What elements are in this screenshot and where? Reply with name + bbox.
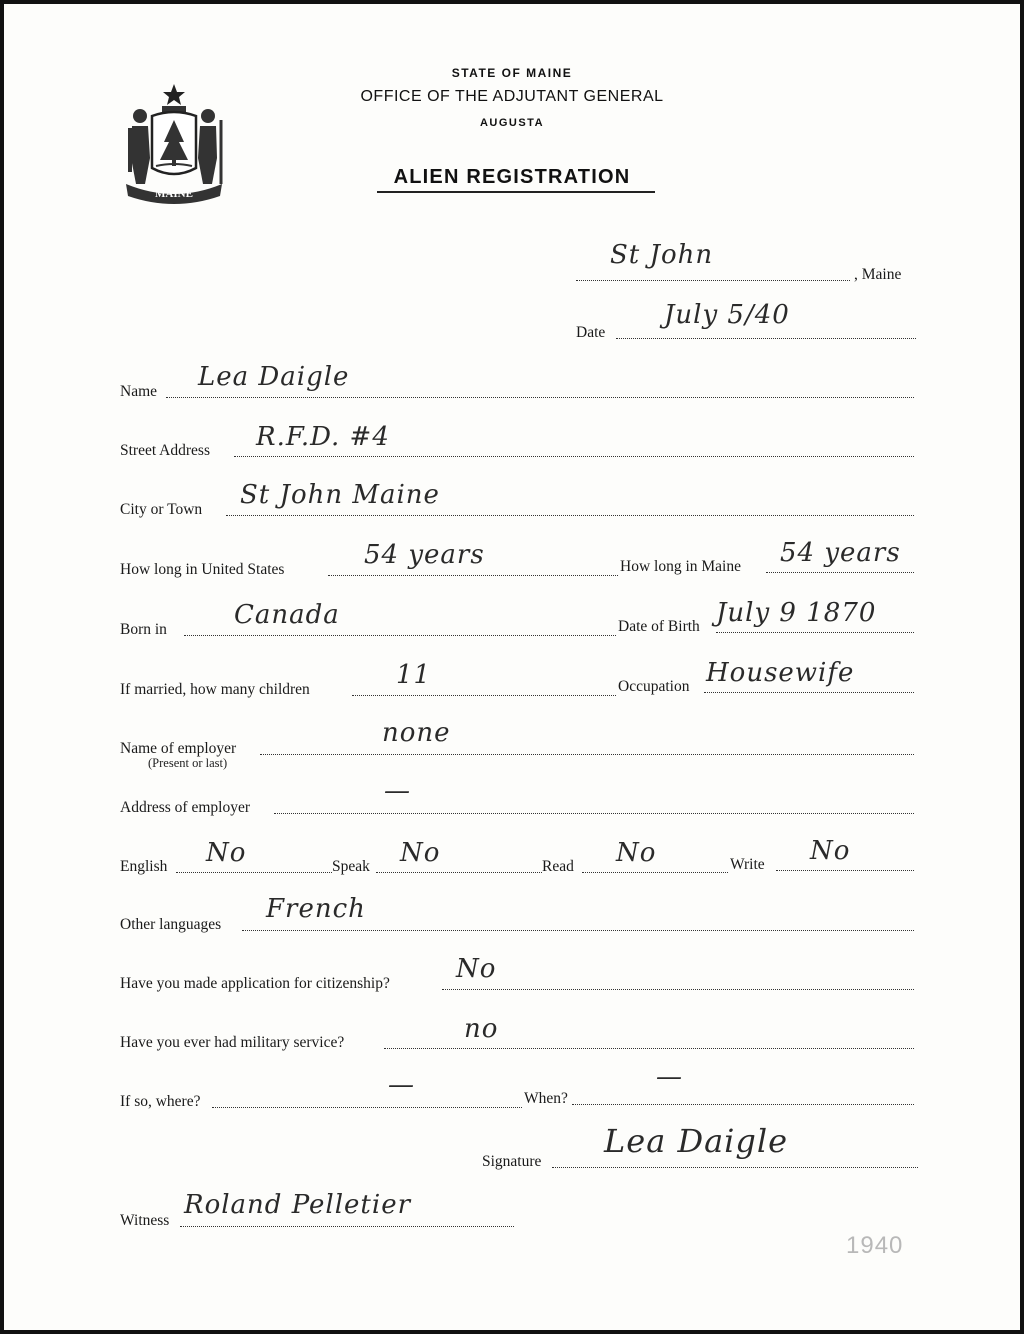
dob-value: July 9 1870 [716,598,877,628]
read-line [582,872,728,873]
military-label: Have you ever had military service? [120,1034,345,1051]
children-line [352,695,616,696]
occupation-line [704,692,914,693]
read-value: No [616,838,657,868]
maine-label: , Maine [854,266,902,283]
citizenship-line [442,989,914,990]
occupation-label: Occupation [618,678,690,695]
maine-long-value: 54 years [780,538,901,568]
born-value: Canada [234,600,340,630]
other-lang-label: Other languages [120,916,222,933]
name-label: Name [120,383,158,400]
city-label: City or Town [120,501,203,518]
english-label: English [120,858,168,875]
date-stamp: 1940 [846,1232,904,1259]
witness-value: Roland Pelletier [184,1190,412,1220]
other-lang-line [242,930,914,931]
children-label: If married, how many children [120,681,310,698]
other-lang-value: French [266,894,366,924]
speak-label: Speak [332,858,370,875]
dob-line [716,632,914,633]
street-value: R.F.D. #4 [256,422,390,452]
employer-value: none [382,718,451,748]
when-value: — [656,1062,683,1092]
write-line [776,870,914,871]
born-label: Born in [120,621,167,638]
signature-label: Signature [482,1153,542,1170]
emp-address-label: Address of employer [120,799,250,816]
born-line [184,635,616,636]
citizenship-label: Have you made application for citizenship? [120,975,390,992]
when-label: When? [524,1090,568,1107]
us-label: How long in United States [120,561,285,578]
date-line [616,338,916,339]
emp-address-line [274,813,914,814]
town-line [576,280,850,281]
maine-long-line [766,572,914,573]
maine-long-label: How long in Maine [620,558,741,575]
occupation-value: Housewife [706,658,855,688]
witness-label: Witness [120,1212,170,1229]
employer-note: (Present or last) [148,756,228,770]
form-title: ALIEN REGISTRATION [393,166,631,188]
read-label: Read [542,858,574,875]
us-value: 54 years [364,540,485,570]
employer-line [260,754,914,755]
speak-line [376,872,542,873]
seal-banner-text: MAINE [155,188,193,200]
street-line [234,456,914,457]
speak-value: No [400,838,441,868]
military-value: no [464,1014,499,1044]
english-line [176,872,332,873]
title-underline [377,191,655,193]
name-value: Lea Daigle [198,362,350,392]
write-value: No [810,836,851,866]
write-label: Write [730,856,765,873]
where-value: — [388,1070,415,1100]
state-heading: STATE OF MAINE [451,66,573,80]
registration-form [4,4,1020,1330]
signature-value: Lea Daigle [604,1122,789,1160]
military-line [384,1048,914,1049]
where-label: If so, where? [120,1093,201,1110]
date-value: July 5/40 [664,300,790,330]
children-value: 11 [396,660,432,690]
city-heading: AUGUSTA [479,117,545,129]
when-line [572,1104,914,1105]
us-line [328,575,618,576]
town-value: St John [610,240,714,270]
signature-line [552,1167,918,1168]
witness-line [180,1226,514,1227]
name-line [166,397,914,398]
english-value: No [206,838,247,868]
office-heading: OFFICE OF THE ADJUTANT GENERAL [360,88,664,105]
date-label: Date [576,324,606,341]
employer-label: Name of employer [120,740,237,757]
city-value: St John Maine [240,480,440,510]
where-line [212,1107,522,1108]
citizenship-value: No [456,954,497,984]
street-label: Street Address [120,442,210,459]
dob-label: Date of Birth [618,618,700,635]
city-line [226,515,914,516]
emp-address-value: — [384,776,411,806]
